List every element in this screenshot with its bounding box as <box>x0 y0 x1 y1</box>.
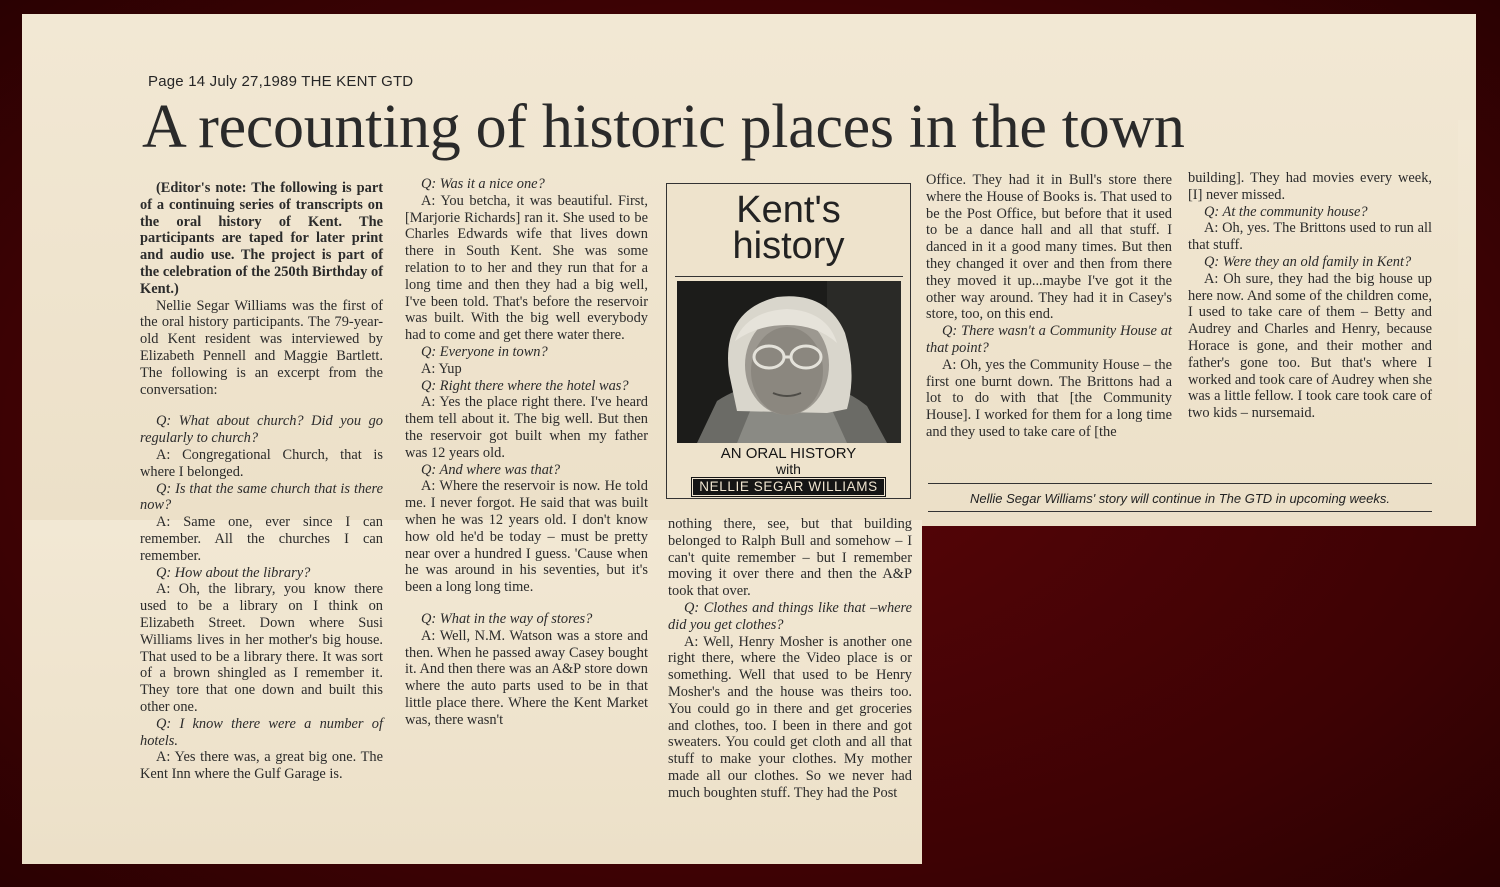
question: Q: Clothes and things like that –where did you get clothes? <box>668 599 912 633</box>
article-column-5 <box>1188 170 1432 422</box>
kents-history-sidebar <box>666 183 911 499</box>
answer-continued: Office. They had it in Bull's store there where the House of Books is. That used to be the Post Office, but before that it used to be a dance hall and all that stuff. I danced in it a good many times. But then they changed it over and then from there they moved it up...maybe I've got it the other way around. They had it in Casey's store, too, on this end. <box>926 172 1172 323</box>
headline: A recounting of historic places in the town <box>142 93 1185 161</box>
article-column-1 <box>140 180 383 783</box>
question: Q: Right there where the hotel was? <box>421 377 629 394</box>
question: Q: There wasn't a Community House at that point? <box>926 323 1172 356</box>
answer: A: Well, N.M. Watson was a store and then. When he passed away Casey bought it. And then there was an A&P store down where the auto parts used to be in that little place there. Where the Kent Market was, there wasn't <box>405 627 648 728</box>
sidebar-title <box>667 189 910 267</box>
sidebar-divider <box>675 276 903 277</box>
answer-continued: nothing there, see, but that building belonged to Ralph Bull and somehow – I can't quite remember – but I remember moving it over there and then the A&P took that over. <box>668 516 912 600</box>
editors-note: (Editor's note: The following is part of a continuing series of transcripts on the oral history of Kent. The participants are taped for later print and audio use. The project is part of the celebration of the 250th Birthday of Kent.) <box>140 180 383 297</box>
intro-paragraph: Nellie Segar Williams was the first of the oral history participants. The 79-year-old Kent resident was interviewed by Elizabeth Pennell and Maggie Bartlett. The following is an excerpt from the conversation: <box>140 297 383 398</box>
continue-rule-top <box>928 483 1432 484</box>
portrait-image <box>677 281 901 443</box>
answer-continued: building]. They had movies every week, [I] never missed. <box>1188 170 1432 203</box>
answer: A: Congregational Church, that is where I belonged. <box>140 446 383 480</box>
question: Q: Were they an old family in Kent? <box>1204 253 1412 270</box>
continue-rule-bottom <box>928 511 1432 512</box>
continue-note: Nellie Segar Williams' story will continue in The GTD in upcoming weeks. <box>970 491 1390 506</box>
question: Q: Everyone in town? <box>421 343 548 360</box>
answer: A: Same one, ever since I can remember. All the churches I can remember. <box>140 514 383 564</box>
answer: A: Oh, the library, you know there used to be a library on I think on Elizabeth Street. Down where Susi Williams lives in her mother's big house. That used to be a library there. It was sort of a brown shingled as I remember it. They tore that one down and built this other one. <box>140 581 383 715</box>
answer: A: Yes there was, a great big one. The Kent Inn where the Gulf Garage is. <box>140 749 383 783</box>
dateline: Page 14 July 27,1989 THE KENT GTD <box>148 73 414 90</box>
answer: A: You betcha, it was beautiful. First, [Marjorie Richards] ran it. She used to be Charles Edwards wife that lives down there in South Kent. She was some relation to to her and they run that for a long time and then they had a big well, I've been told. That's before the reservoir was built. With the big well everybody had to come and get there water there. <box>405 192 648 344</box>
newspaper-clipping-edge <box>1458 120 1476 520</box>
question: Q: What about church? Did you go regularly to church? <box>140 413 383 447</box>
sidebar-title-line1: Kent's <box>736 189 841 231</box>
answer: A: Yes the place right there. I've heard them tell about it. The big well. But then the reservoir got built when my father was 12 years old. <box>405 394 648 461</box>
caption-name: NELLIE SEGAR WILLIAMS <box>692 478 884 496</box>
caption-with: with <box>776 461 801 477</box>
answer: A: Oh, yes. The Brittons used to run all that stuff. <box>1188 220 1432 254</box>
answer: A: Well, Henry Mosher is another one right there, where the Video place is or something. Well that used to be Henry Mosher's and the house was theirs too. You could go in there and get groceries and clothes, too. I been in there and got sweaters. You could get cloth and all that stuff to make your clothes. My mother made all our clothes. So we never had much boughten stuff. They had the Post <box>668 633 912 801</box>
answer: A: Oh, yes the Community House – the first one burnt down. The Brittons had a lot to do with that [the Community House]. I worked for them for a long time and they used to take care of [the <box>926 356 1172 440</box>
question: Q: What in the way of stores? <box>421 610 593 627</box>
caption-oral-history: AN ORAL HISTORY <box>720 445 857 462</box>
question: Q: At the community house? <box>1204 203 1368 220</box>
question: Q: Is that the same church that is there now? <box>140 480 383 514</box>
answer: A: Where the reservoir is now. He told me. I never forgot. He said that was built when he was 12 years old. I don't know how old he'd be today – must be pretty near over a hundred I guess. 'Cause when he was around in his seventies, but it's been a long long time. <box>405 478 648 596</box>
sidebar-caption <box>667 446 910 496</box>
article-column-3 <box>668 516 912 802</box>
article-column-2 <box>405 176 648 729</box>
portrait-photo <box>677 281 901 443</box>
question: Q: I know there were a number of hotels. <box>140 715 383 749</box>
question: Q: How about the library? <box>156 564 311 581</box>
question: Q: Was it a nice one? <box>421 176 545 192</box>
sidebar-title-line2: history <box>732 225 845 267</box>
answer: A: Yup <box>421 360 462 377</box>
answer: A: Oh sure, they had the big house up here now. And some of the children come, I used to take care of them – Betty and Audrey and Charles and Henry, because Horace is gone, and their mother and father's gone too. But that's where I worked and took care of Audrey when she was a little fellow. I took care took care of two kids – nursemaid. <box>1188 270 1432 422</box>
article-column-4 <box>926 172 1172 441</box>
question: Q: And where was that? <box>421 461 561 478</box>
